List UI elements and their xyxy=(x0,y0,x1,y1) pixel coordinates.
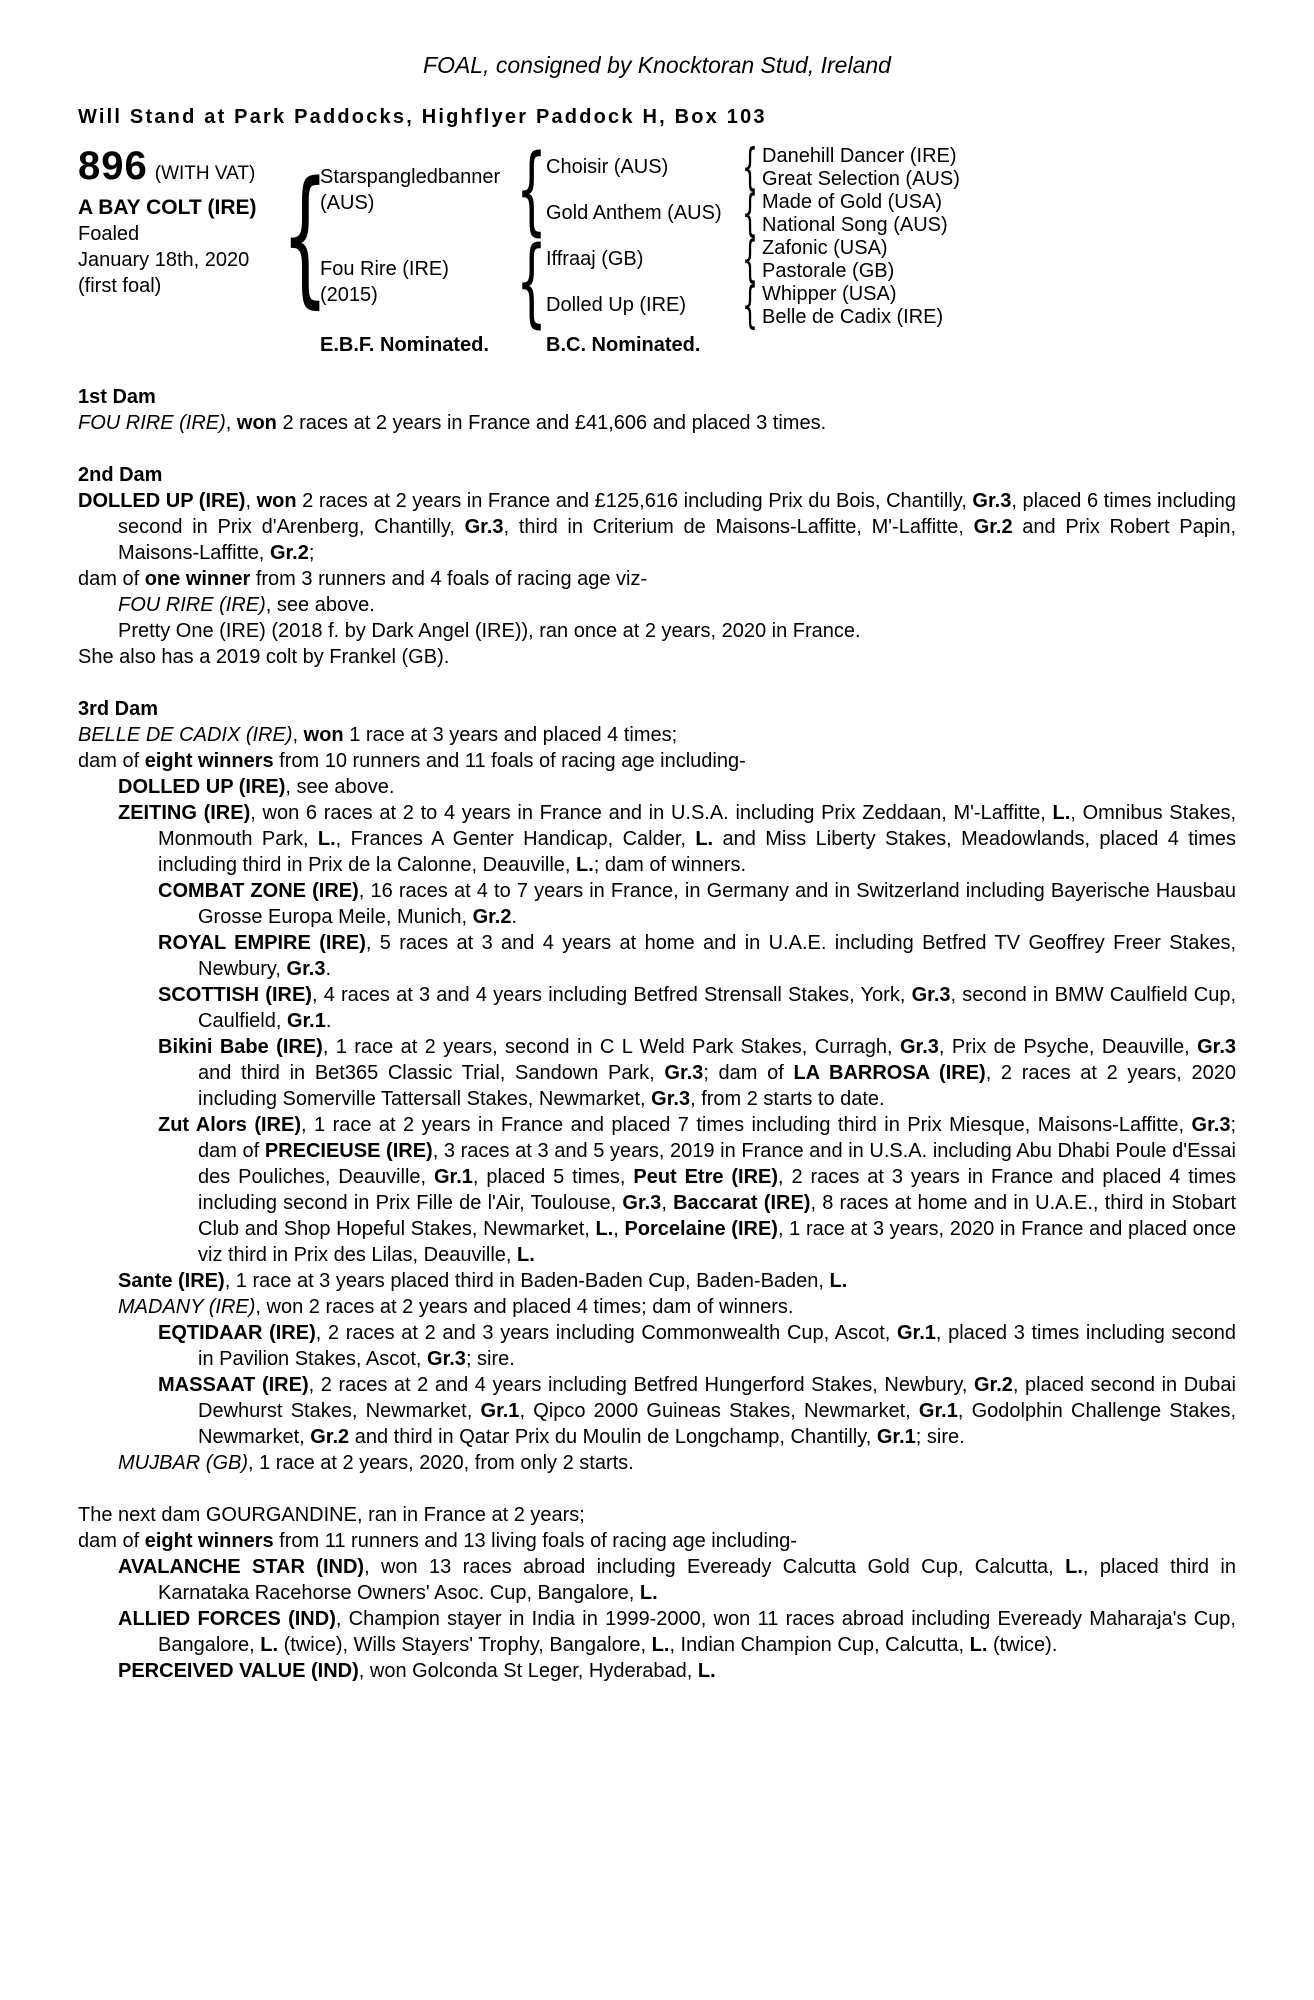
text-segment: . xyxy=(511,906,518,928)
text-segment: Gr.1 xyxy=(286,1010,326,1032)
text-segment: Gr.2 xyxy=(310,1426,350,1448)
text-segment: , xyxy=(661,1192,674,1214)
lot-block xyxy=(78,144,290,328)
text-segment: and third in Bet365 Classic Trial, Sandown Park, xyxy=(198,1062,665,1084)
text-segment: , second in BMW Caulfield Cup, Caulfield, xyxy=(198,984,1237,1032)
text-segment: L. xyxy=(260,1634,279,1656)
section-heading: 2nd Dam xyxy=(78,464,163,486)
text-segment: Gr.1 xyxy=(480,1400,520,1422)
pedigree-paragraph xyxy=(78,1528,1236,1554)
sire-name: Starspangledbanner xyxy=(320,166,501,188)
text-segment: , placed third in Karnataka Racehorse Owners' Asoc. Cup, Bangalore, xyxy=(158,1556,1236,1604)
text-segment: L. xyxy=(639,1582,658,1604)
text-segment: ; sire. xyxy=(915,1426,965,1448)
text-segment: , Champion stayer in India in 1999-2000, won 11 races abroad including Eveready Maharaja's Cup, Bangalore, xyxy=(158,1608,1236,1656)
text-segment: 2 races at 2 years in France and £125,616 including Prix du Bois, Chantilly, xyxy=(296,490,973,512)
text-segment: L. xyxy=(829,1270,848,1292)
text-segment: ; xyxy=(308,542,315,564)
text-segment: L. xyxy=(651,1634,670,1656)
text-segment: Gr.3 xyxy=(622,1192,662,1214)
text-segment: , Frances A Genter Handicap, Calder, xyxy=(335,828,696,850)
text-segment: ; dam of winners. xyxy=(593,854,747,876)
text-segment: , xyxy=(245,490,257,512)
pedigree-paragraph xyxy=(78,1034,1236,1112)
pedigree-paragraph xyxy=(78,1320,1236,1372)
pedigree-paragraph xyxy=(78,722,1236,748)
text-segment: L. xyxy=(576,854,594,876)
text-segment: Gr.1 xyxy=(433,1166,473,1188)
text-segment: EQTIDAAR (IRE) xyxy=(158,1322,316,1344)
text-segment: , 16 races at 4 to 7 years in France, in Germany and in Switzerland including Bayerische Hausbau Grosse Europa Meile, Munich, xyxy=(198,880,1236,928)
text-segment: Gr.3 xyxy=(972,490,1012,512)
text-segment: Gr.2 xyxy=(472,906,512,928)
bc-nominated-label: B.C. Nominated. xyxy=(546,334,701,356)
text-segment: , placed 3 times including second in Pavilion Stakes, Ascot, xyxy=(198,1322,1236,1370)
grandsire-name: Iffraaj (GB) xyxy=(546,248,644,270)
text-segment: , xyxy=(225,412,237,434)
great-grandparent-name: Danehill Dancer (IRE) xyxy=(762,144,957,167)
text-segment: L. xyxy=(1052,802,1071,824)
pedigree-paragraph xyxy=(78,1502,1236,1528)
family-section xyxy=(78,696,1236,1476)
pedigree-paragraph xyxy=(78,800,1236,878)
great-grandparent-name: Pastorale (GB) xyxy=(762,259,895,282)
pedigree-paragraph xyxy=(78,566,1236,592)
brace-glyph: { xyxy=(742,184,758,242)
text-segment: dam of xyxy=(78,1530,145,1552)
pedigree-paragraph xyxy=(78,1554,1236,1606)
pedigree-paragraph xyxy=(78,1112,1236,1268)
text-segment: DOLLED UP (IRE) xyxy=(118,776,286,798)
text-segment: L. xyxy=(517,1244,535,1266)
text-segment: LA BARROSA (IRE) xyxy=(793,1062,986,1084)
text-segment: Gr.3 xyxy=(651,1088,691,1110)
text-segment: Gr.2 xyxy=(974,1374,1013,1396)
pedigree-brace xyxy=(516,134,548,246)
great-grandparent-name: Zafonic (USA) xyxy=(762,236,888,259)
text-segment: , 1 race at 3 years placed third in Baden-Baden Cup, Baden-Baden, xyxy=(224,1270,830,1292)
family-section xyxy=(78,1502,1236,1684)
text-segment: , third in Criterium de Maisons-Laffitte, M'-Laffitte, xyxy=(503,516,974,538)
text-segment: , from 2 starts to date. xyxy=(690,1088,885,1110)
family-section xyxy=(78,462,1236,670)
consignment-title: FOAL, consigned by Knocktoran Stud, Ireland xyxy=(423,52,891,78)
text-segment: and third in Qatar Prix du Moulin de Longchamp, Chantilly, xyxy=(349,1426,877,1448)
pedigree-paragraph xyxy=(78,1606,1236,1658)
great-grandparent-name: Belle de Cadix (IRE) xyxy=(762,305,944,328)
section-heading: 3rd Dam xyxy=(78,698,159,720)
text-segment: Baccarat (IRE) xyxy=(673,1192,811,1214)
foal-note: (first foal) xyxy=(78,275,162,297)
text-segment: Gr.3 xyxy=(286,958,326,980)
pedigree-paragraph xyxy=(78,618,1236,644)
foaled-label: Foaled xyxy=(78,223,140,245)
text-segment: DOLLED UP (IRE) xyxy=(78,490,246,512)
text-segment: ; sire. xyxy=(465,1348,515,1370)
text-segment: 2 races at 2 years in France and £41,606 and placed 3 times. xyxy=(276,412,827,434)
pedigree-paragraph xyxy=(78,982,1236,1034)
brace-glyph: { xyxy=(516,134,548,246)
text-segment: won xyxy=(303,724,344,746)
pedigree-paragraph xyxy=(78,1450,1236,1476)
pedigree-paragraph xyxy=(78,1372,1236,1450)
text-segment: L. xyxy=(317,828,336,850)
text-segment: , see above. xyxy=(285,776,395,798)
text-segment: . xyxy=(325,958,332,980)
text-segment: . xyxy=(325,1010,332,1032)
pedigree-brace xyxy=(738,276,762,334)
text-segment: Peut Etre (IRE) xyxy=(633,1166,779,1188)
text-segment: Gr.3 xyxy=(427,1348,466,1370)
text-segment: Sante (IRE) xyxy=(118,1270,225,1292)
text-segment: , won Golconda St Leger, Hyderabad, xyxy=(358,1660,698,1682)
great-grandparent-name: Made of Gold (USA) xyxy=(762,190,943,213)
pedigree-paragraph xyxy=(78,644,1236,670)
lot-vat-note: (WITH VAT) xyxy=(154,163,256,184)
sire-suffix: (AUS) xyxy=(320,192,375,214)
text-segment: PRECIEUSE (IRE) xyxy=(264,1140,433,1162)
text-segment: , 2 races at 2 and 3 years including Commonwealth Cup, Ascot, xyxy=(315,1322,897,1344)
text-segment: , placed 6 times including second in Prix d'Arenberg, Chantilly, xyxy=(118,490,1236,538)
text-segment: , 3 races at 3 and 5 years, 2019 in France and in U.S.A. including Abu Dhabi Poule d'Essai des Pouliches, Deauville, xyxy=(198,1140,1236,1188)
text-segment: one winner xyxy=(144,568,251,590)
text-segment: The next dam GOURGANDINE, ran in France at 2 years; xyxy=(78,1504,585,1526)
text-segment: 1 race at 3 years and placed 4 times; xyxy=(343,724,678,746)
text-segment: , 8 races at home and in U.A.E., third in Stobart Club and Shop Hopeful Stakes, Newmarket, xyxy=(198,1192,1236,1240)
text-segment: and Miss Liberty Stakes, Meadowlands, placed 4 times including third in Prix de la Calonne, Deauville, xyxy=(158,828,1236,876)
nominations-row xyxy=(78,332,1236,358)
great-grandparent-name: National Song (AUS) xyxy=(762,213,948,236)
family-section xyxy=(78,384,1236,436)
text-segment: eight winners xyxy=(144,750,274,772)
text-segment: MUJBAR (GB) xyxy=(118,1452,248,1474)
grandsire-name: Choisir (AUS) xyxy=(546,156,669,178)
text-segment: ; dam of xyxy=(703,1062,794,1084)
pedigree-paragraph xyxy=(78,1658,1236,1684)
pedigree-paragraph xyxy=(78,748,1236,774)
pedigree-brace xyxy=(516,226,548,338)
lot-number: 896 xyxy=(78,144,148,188)
text-segment: Pretty One (IRE) (2018 f. by Dark Angel (IRE)), ran once at 2 years, 2020 in France. xyxy=(118,620,861,642)
text-segment: L. xyxy=(1065,1556,1083,1578)
granddam-name: Gold Anthem (AUS) xyxy=(546,202,722,224)
text-segment: (twice). xyxy=(987,1634,1058,1656)
text-segment: ZEITING (IRE) xyxy=(118,802,251,824)
text-segment: Porcelaine (IRE) xyxy=(624,1218,778,1240)
text-segment: , see above. xyxy=(265,594,375,616)
text-segment: , 1 race at 3 years, 2020 in France and placed once viz third in Prix des Lilas, Deauville, xyxy=(198,1218,1236,1266)
text-segment: , Godolphin Challenge Stakes, Newmarket, xyxy=(198,1400,1236,1448)
text-segment: (twice), Wills Stayers' Trophy, Bangalore, xyxy=(278,1634,652,1656)
text-segment: COMBAT ZONE (IRE) xyxy=(158,880,359,902)
great-grandparent-name: Whipper (USA) xyxy=(762,282,897,305)
text-segment: ALLIED FORCES (IND) xyxy=(118,1608,336,1630)
brace-glyph: { xyxy=(742,276,758,334)
text-segment: Zut Alors (IRE) xyxy=(158,1114,302,1136)
text-segment: , placed second in Dubai Dewhurst Stakes, Newmarket, xyxy=(198,1374,1237,1422)
brace-glyph: { xyxy=(742,138,758,196)
text-segment: , 1 race at 2 years, second in C L Weld Park Stakes, Curragh, xyxy=(322,1036,900,1058)
pedigree-paragraph xyxy=(78,1294,1236,1320)
brace-glyph: { xyxy=(742,230,758,288)
text-segment: from 10 runners and 11 foals of racing age including- xyxy=(273,750,746,772)
great-grandparent-name: Great Selection (AUS) xyxy=(762,167,960,190)
pedigree-paragraph xyxy=(78,592,1236,618)
text-segment: FOU RIRE (IRE) xyxy=(118,594,266,616)
text-segment: and Prix Robert Papin, Maisons-Laffitte, xyxy=(118,516,1236,564)
text-segment: Bikini Babe (IRE) xyxy=(158,1036,323,1058)
text-segment: , won 2 races at 2 years and placed 4 times; dam of winners. xyxy=(255,1296,794,1318)
text-segment: Gr.1 xyxy=(896,1322,936,1344)
text-segment: Gr.3 xyxy=(911,984,951,1006)
text-segment: FOU RIRE (IRE) xyxy=(78,412,226,434)
dam-cell xyxy=(320,236,518,328)
text-segment: AVALANCHE STAR (IND) xyxy=(118,1556,365,1578)
text-segment: , Omnibus Stakes, Monmouth Park, xyxy=(158,802,1237,850)
brace-glyph: { xyxy=(281,150,329,322)
text-segment: , won 13 races abroad including Eveready Calcutta Gold Cup, Calcutta, xyxy=(364,1556,1066,1578)
text-segment: from 11 runners and 13 living foals of racing age including- xyxy=(273,1530,797,1552)
text-segment: , 2 races at 2 and 4 years including Betfred Hungerford Stakes, Newbury, xyxy=(308,1374,974,1396)
text-segment: , 4 races at 3 and 4 years including Betfred Strensall Stakes, York, xyxy=(311,984,912,1006)
text-segment: PERCEIVED VALUE (IND) xyxy=(118,1660,359,1682)
ebf-nominated-label: E.B.F. Nominated. xyxy=(320,334,489,356)
text-segment: Gr.3 xyxy=(899,1036,939,1058)
text-segment: SCOTTISH (IRE) xyxy=(158,984,312,1006)
text-segment: dam of xyxy=(78,750,145,772)
lot-description: A BAY COLT (IRE) xyxy=(78,196,257,219)
pedigree-sections xyxy=(78,384,1236,1684)
text-segment: ; dam of xyxy=(198,1114,1237,1162)
text-segment: , 5 races at 3 and 4 years at home and in U.A.E. including Betfred TV Geoffrey Freer Stakes, Newbury, xyxy=(198,932,1237,980)
text-segment: , won 6 races at 2 to 4 years in France and in U.S.A. including Prix Zeddaan, M'-Laffitte, xyxy=(250,802,1053,824)
dam-suffix: (2015) xyxy=(320,284,378,306)
text-segment: ROYAL EMPIRE (IRE) xyxy=(158,932,366,954)
text-segment: , 1 race at 2 years in France and placed 7 times including third in Prix Miesque, Maisons-Laffitte, xyxy=(301,1114,1192,1136)
text-segment: Gr.2 xyxy=(973,516,1013,538)
text-segment: L. xyxy=(697,1660,716,1682)
pedigree-paragraph xyxy=(78,774,1236,800)
text-segment: Gr.2 xyxy=(269,542,309,564)
text-segment: , 2 races at 3 years in France and placed 4 times including second in Prix Fille de l'Air, Toulouse, xyxy=(198,1166,1237,1214)
sire-cell xyxy=(320,144,518,236)
text-segment: Gr.3 xyxy=(664,1062,704,1084)
text-segment: won xyxy=(236,412,277,434)
text-segment: , xyxy=(292,724,304,746)
text-segment: , xyxy=(613,1218,625,1240)
text-segment: won xyxy=(256,490,297,512)
text-segment: Gr.1 xyxy=(918,1400,958,1422)
pedigree-paragraph xyxy=(78,488,1236,566)
text-segment: MADANY (IRE) xyxy=(118,1296,256,1318)
brace-glyph: { xyxy=(516,226,548,338)
pedigree-paragraph xyxy=(78,1268,1236,1294)
text-segment: Gr.3 xyxy=(1191,1114,1231,1136)
text-segment: L. xyxy=(695,828,714,850)
text-segment: , Indian Champion Cup, Calcutta, xyxy=(669,1634,970,1656)
text-segment: BELLE DE CADIX (IRE) xyxy=(78,724,293,746)
dam-name: Fou Rire (IRE) xyxy=(320,258,449,280)
text-segment: , 2 races at 2 years, 2020 including Somerville Tattersall Stakes, Newmarket, xyxy=(198,1062,1237,1110)
text-segment: eight winners xyxy=(144,1530,274,1552)
text-segment: dam of xyxy=(78,568,145,590)
text-segment: , 1 race at 2 years, 2020, from only 2 starts. xyxy=(248,1452,634,1474)
text-segment: Gr.3 xyxy=(464,516,504,538)
pedigree-paragraph xyxy=(78,930,1236,982)
pedigree-brace xyxy=(281,144,329,328)
stand-location-line: Will Stand at Park Paddocks, Highflyer Paddock H, Box 103 xyxy=(78,106,767,128)
section-heading: 1st Dam xyxy=(78,386,156,408)
text-segment: , Qipco 2000 Guineas Stakes, Newmarket, xyxy=(519,1400,919,1422)
text-segment: from 3 runners and 4 foals of racing age viz- xyxy=(250,568,648,590)
foaled-date: January 18th, 2020 xyxy=(78,249,250,271)
text-segment: Gr.1 xyxy=(876,1426,916,1448)
lot-number-row xyxy=(78,146,290,187)
text-segment: Gr.3 xyxy=(1197,1036,1237,1058)
granddam-name: Dolled Up (IRE) xyxy=(546,294,687,316)
text-segment: , Prix de Psyche, Deauville, xyxy=(938,1036,1198,1058)
text-segment: L. xyxy=(969,1634,988,1656)
text-segment: MASSAAT (IRE) xyxy=(158,1374,309,1396)
text-segment: L. xyxy=(595,1218,614,1240)
pedigree-table xyxy=(78,134,1236,338)
text-segment: , placed 5 times, xyxy=(472,1166,634,1188)
text-segment: She also has a 2019 colt by Frankel (GB). xyxy=(78,646,450,668)
pedigree-paragraph xyxy=(78,410,1236,436)
pedigree-paragraph xyxy=(78,878,1236,930)
